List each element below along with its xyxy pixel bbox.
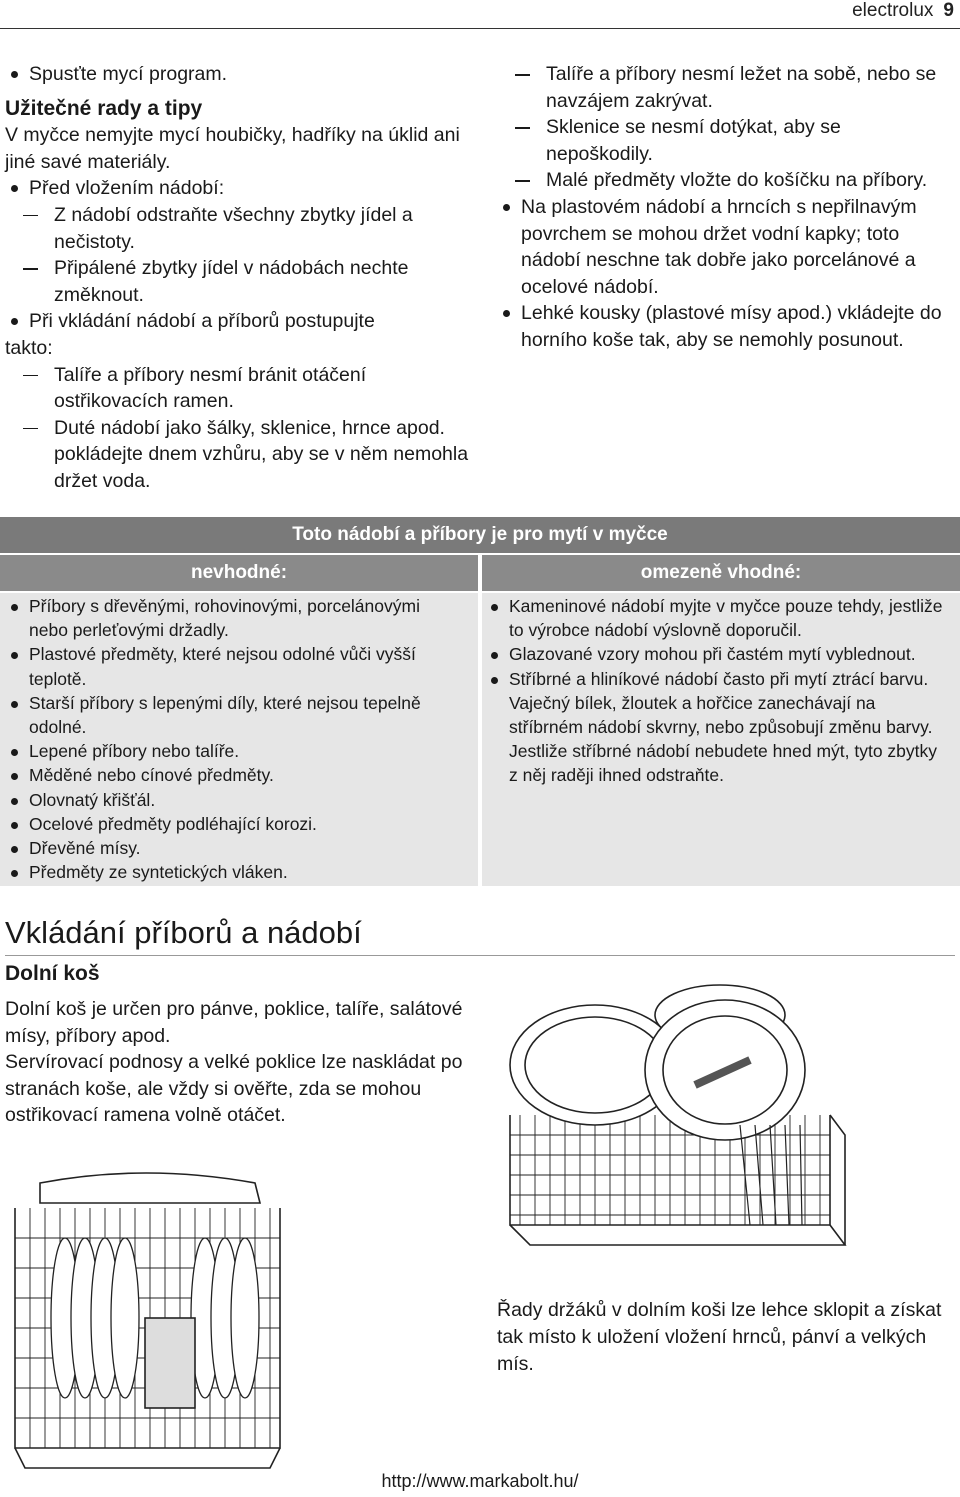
dash-item: Talíře a příbory nesmí bránit otáčení ostřikovacích ramen. [5, 362, 454, 415]
brand-name: electrolux [852, 0, 934, 21]
tips-heading: Užitečné rady a tipy [5, 96, 203, 120]
list-item: Ocelové předměty podléhající korozi. [5, 812, 460, 836]
unsuitable-list [5, 594, 460, 884]
bullet-item: Na plastovém nádobí a hrncích s nepřilnavým povrchem se mohou držet vodní kapky; toto nádobí neschne tak dobře jako porcelánové a ocelové nádobí. [497, 194, 959, 300]
section-subtitle: Dolní koš [5, 962, 100, 985]
basket-with-pots-illustration [500, 975, 850, 1250]
dash-item: Talíře a příbory nesmí ležet na sobě, nebo se navzájem zakrývat. [497, 61, 956, 114]
bullet-item: Při vkládání nádobí a příborů postupujte [5, 308, 475, 335]
dash-item: Duté nádobí jako šálky, sklenice, hrnce apod. pokládejte dnem vzhůru, aby se v něm nemohla držet voda. [5, 415, 474, 495]
paragraph: V myčce nemyjte mycí houbičky, hadříky na úklid ani jiné savé materiály. [5, 124, 460, 173]
bullet-item: Spusťte mycí program. [5, 61, 475, 88]
list-item: Glazované vzory mohou při častém mytí vyblednout. [485, 642, 947, 666]
paragraph: Dolní koš je určen pro pánve, poklice, talíře, salátové mísy, příbory apod. [5, 998, 463, 1047]
list-item: Lepené příbory nebo talíře. [5, 739, 460, 763]
basket-with-plates-illustration [5, 1168, 290, 1473]
list-item: Dřevěné mísy. [5, 836, 460, 860]
right-column [497, 61, 959, 354]
bullet-item: Před vložením nádobí: [5, 175, 475, 202]
limited-list [485, 594, 947, 788]
list-item: Předměty ze syntetických vláken. [5, 860, 460, 884]
page-header [852, 0, 954, 22]
dash-item: Sklenice se nesmí dotýkat, aby se nepoškodily. [497, 114, 921, 167]
list-item: Plastové předměty, které nejsou odolné vůči vyšší teplotě. [5, 642, 460, 690]
list-item: Olovnatý křišťál. [5, 788, 460, 812]
left-column [5, 61, 475, 495]
list-item: Příbory s dřevěnými, rohovinovými, porcelánovými nebo perleťovými držadly. [5, 594, 460, 642]
dash-item: Z nádobí odstraňte všechny zbytky jídel a nečistoty. [5, 202, 474, 255]
table-header-unsuitable: nevhodné: [0, 555, 478, 591]
list-item: Starší příbory s lepenými díly, které nejsou tepelně odolné. [5, 691, 460, 739]
bullet-item: Lehké kousky (plastové mísy apod.) vkládejte do horního koše tak, aby se nemohly posunout. [497, 300, 959, 353]
paragraph: takto: [5, 336, 53, 359]
image-caption [497, 1297, 957, 1378]
dash-item: Malé předměty vložte do košíčku na příbory. [497, 167, 936, 194]
section-rule [5, 955, 955, 956]
section-title: Vkládání příborů a nádobí [5, 915, 362, 950]
table-header-limited: omezeně vhodné: [482, 555, 960, 591]
section-body [5, 996, 470, 1129]
list-item: Stříbrné a hliníkové nádobí často při mytí ztrácí barvu. Vaječný bílek, žloutek a hořčice zanechávají na stříbrném nádobí skvrny, nebo způsobují změnu barvy. Jestliže stříbrné nádobí nebudete hned mýt, tyto zbytky z něj raději ihned odstraňte. [485, 667, 947, 788]
footer-url[interactable]: http://www.markabolt.hu/ [381, 1471, 579, 1491]
paragraph: Servírovací podnosy a velké poklice lze naskládat po stranách koše, ale vždy si ověřte, zda se mohou ostřikovací ramena volně otáčet. [5, 1051, 463, 1127]
header-rule [0, 28, 960, 29]
list-item: Měděné nebo cínové předměty. [5, 763, 460, 787]
list-item: Kameninové nádobí myjte v myčce pouze tehdy, jestliže to výrobce nádobí výslovně doporučil. [485, 594, 947, 642]
table-title: Toto nádobí a příbory je pro mytí v myčce [0, 517, 960, 553]
caption-text: Řady držáků v dolním koši lze lehce sklopit a získat tak místo k uložení vložení hrnců, pánví a velkých mís. [497, 1299, 942, 1375]
dash-item: Připálené zbytky jídel v nádobách nechte změknout. [5, 255, 484, 308]
page-number: 9 [943, 0, 954, 21]
